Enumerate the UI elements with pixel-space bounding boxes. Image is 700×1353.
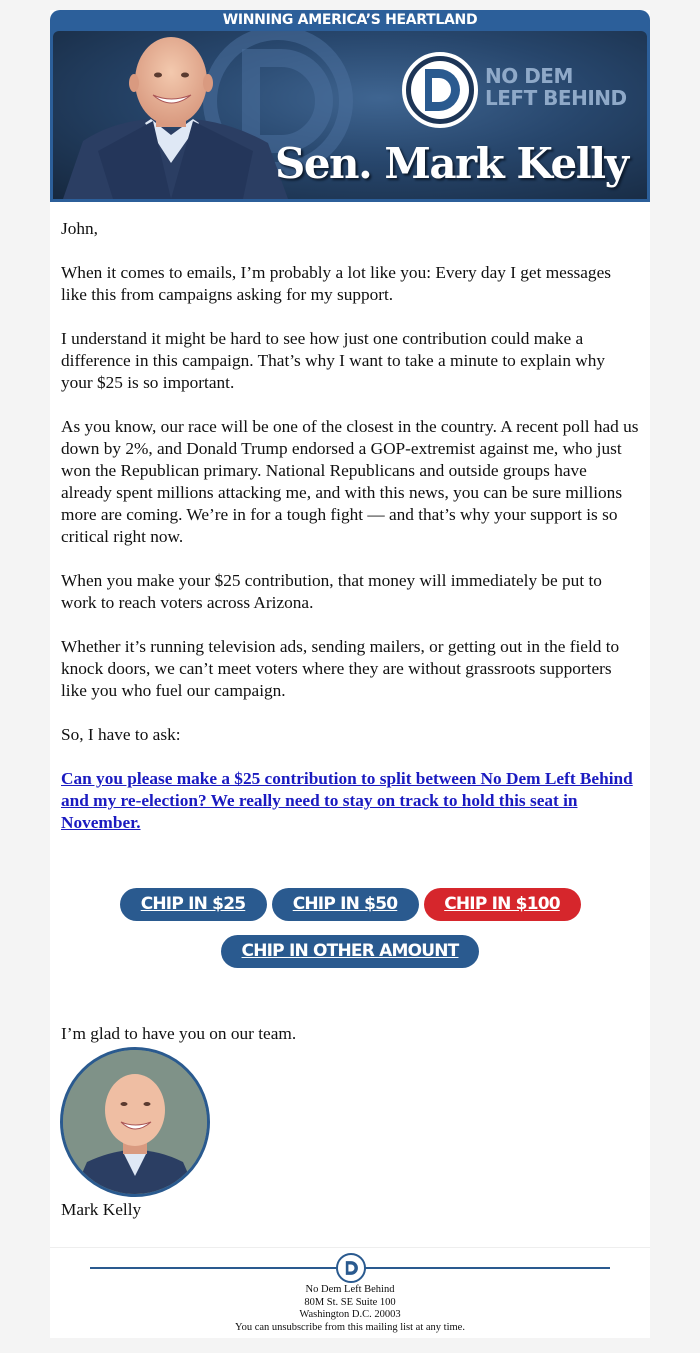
email-body <box>50 202 650 1221</box>
paragraph-6: So, I have to ask: <box>61 725 181 744</box>
banner-logo-text <box>485 65 627 109</box>
footer-address-line2: Washington D.C. 20003 <box>299 1309 401 1320</box>
donation-buttons <box>61 888 639 968</box>
footer <box>50 1247 650 1338</box>
closing-line: I’m glad to have you on our team. <box>61 1024 297 1043</box>
logo-text-line1: NO DEM <box>485 64 573 88</box>
footer-org: No Dem Left Behind <box>305 1284 395 1295</box>
signature-avatar <box>60 1047 210 1197</box>
senator-name-title: Sen. Mark Kelly <box>275 139 628 188</box>
paragraph-3: As you know, our race will be one of the closest in the country. A recent poll had us down by 2%, and Donald Trump endorsed a GOP-extremist against me, who just won the Republican primary. National Republicans and outside groups have already spent millions attacking me, and with this news, you can be sure millions more are coming. We’re in for a tough fight — and that’s why your support is so critical right now. <box>61 417 639 546</box>
chip-in-100-button[interactable]: CHIP IN $100 <box>424 888 581 921</box>
footer-divider <box>50 1252 650 1284</box>
greeting: John, <box>61 219 98 238</box>
header-tagline: WINNING AMERICA’S HEARTLAND <box>50 10 650 31</box>
no-dem-logo-icon <box>401 51 479 129</box>
paragraph-4: When you make your $25 contribution, that money will immediately be put to work to reach voters across Arizona. <box>61 571 602 612</box>
footer-unsubscribe[interactable]: You can unsubscribe from this mailing list at any time. <box>235 1321 465 1333</box>
logo-text-line2: LEFT BEHIND <box>485 86 627 110</box>
paragraph-1: When it comes to emails, I’m probably a lot like you: Every day I get messages like this from campaigns asking for my support. <box>61 263 611 304</box>
email-container <box>50 10 650 1338</box>
senator-photo <box>53 31 293 199</box>
chip-in-other-button[interactable]: CHIP IN OTHER AMOUNT <box>221 935 479 968</box>
chip-in-25-button[interactable]: CHIP IN $25 <box>120 888 267 921</box>
signature-name: Mark Kelly <box>61 1200 142 1219</box>
paragraph-5: Whether it’s running television ads, sending mailers, or getting out in the field to knock doors, we can’t meet voters where they are without grassroots supporters like you who fuel our campaign. <box>61 637 620 700</box>
footer-logo-icon <box>336 1253 366 1283</box>
contribution-link[interactable]: Can you please make a $25 contribution to split between No Dem Left Behind and my re-election? We really need to stay on track to hold this seat in November. <box>61 769 633 832</box>
senator-avatar-photo <box>63 1050 207 1194</box>
banner-background <box>53 31 647 199</box>
chip-in-50-button[interactable]: CHIP IN $50 <box>272 888 419 921</box>
header-banner <box>50 31 650 202</box>
footer-address-line1: 80M St. SE Suite 100 <box>304 1296 396 1308</box>
paragraph-2: I understand it might be hard to see how just one contribution could make a difference in this campaign. That’s why I want to take a minute to explain why your $25 is so important. <box>61 329 606 392</box>
